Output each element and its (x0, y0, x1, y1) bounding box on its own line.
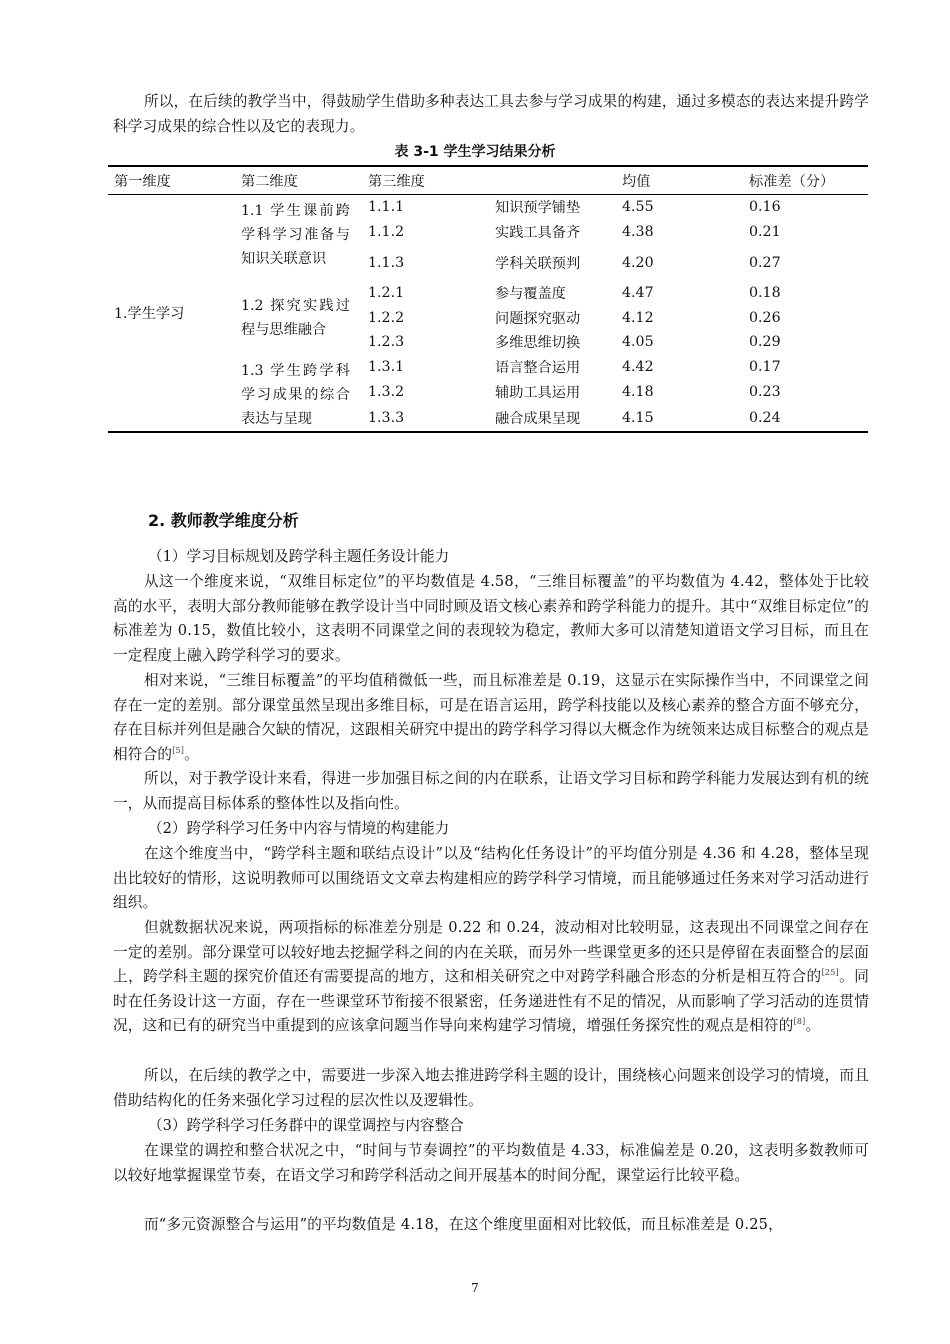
sd-cell: 0.23 (749, 384, 781, 401)
second-dimension-cell: 1.3 学生跨学科学习成果的综合表达与呈现 (241, 362, 350, 427)
sd-cell: 0.29 (749, 334, 781, 351)
subsection-heading-1: （1）学习目标规划及跨学科主题任务设计能力 (148, 548, 450, 565)
paragraph: 而“多元资源整合与运用”的平均数值是 4.18，在这个维度里面相对比较低，而且标准差是 0.25， (144, 1216, 783, 1233)
table-caption: 表 3-1 学生学习结果分析 (394, 144, 556, 160)
section-title: 2. 教师教学维度分析 (148, 511, 299, 530)
header-cell: 均值 (622, 173, 651, 190)
paragraph-text: 。 (805, 1017, 821, 1035)
sd-cell: 0.17 (749, 359, 781, 376)
mean-cell: 4.05 (622, 334, 654, 351)
indicator-cell: 语言整合运用 (495, 360, 581, 377)
mean-cell: 4.47 (622, 285, 654, 302)
code-cell: 1.3.2 (368, 384, 405, 401)
code-cell: 1.3.3 (368, 409, 405, 426)
paragraph (113, 916, 869, 1039)
code-cell: 1.1.2 (368, 223, 405, 240)
paragraph: 所以，对于教学设计来看，得进一步加强目标之间的内在联系，让语文学习目标和跨学科能力发展达到有机的统一，从而提高目标体系的整体性以及指向性。 (113, 770, 869, 812)
mean-cell: 4.12 (622, 309, 654, 326)
paragraph: 在课堂的调控和整合状况之中，“时间与节奏调控”的平均数值是 4.33，标准偏差是 0.20，这表明多数教师可以较好地掌握课堂节奏，在语文学习和跨学科活动之间开展基本的时间分配，课堂运行比较平稳。 (113, 1142, 869, 1184)
paragraph-text: 相对来说，“三维目标覆盖”的平均值稍微低一些，而且标准差是 0.19，这显示在实际操作当中，不同课堂之间存在一定的差别。部分课堂虽然呈现出多维目标，可是在语言运用，跨学科技能以及核心素养的整合方面不够充分，存在目标并列但是融合欠缺的情况，这跟相关研究中提出的跨学科学习得以大概念作为统领来达成目标整合的观点是相符合的 (113, 672, 869, 763)
paragraph-text: 。同时在任务设计这一方面，存在一些课堂环节衔接不很紧密，任务递进性有不足的情况，从而影响了学习活动的连贯情况，这和已有的研究当中重提到的应该拿问题当作导向来构建学习情境，增强任务探究性的观点是相符的 (113, 968, 869, 1035)
code-cell: 1.2.1 (368, 285, 405, 302)
paragraph-text: 。 (184, 745, 199, 763)
indicator-cell: 学科关联预判 (495, 255, 581, 272)
indicator-cell: 辅助工具运用 (495, 385, 581, 402)
subsection-heading-3: （3）跨学科学习任务群中的课堂调控与内容整合 (148, 1117, 464, 1134)
mean-cell: 4.42 (622, 359, 654, 376)
paragraph: 在这个维度当中，“跨学科主题和联结点设计”以及“结构化任务设计”的平均值分别是 4.36 和 4.28，整体呈现出比较好的情形，这说明教师可以围绕语文文章去构建相应的跨学科学习情境，而且能够通过任务来对学习活动进行组织。 (113, 845, 869, 912)
citation: [5] (172, 745, 185, 755)
header-cell (489, 166, 616, 195)
indicator-cell: 问题探究驱动 (495, 310, 581, 327)
sd-cell: 0.16 (749, 199, 781, 216)
mean-cell: 4.18 (622, 384, 654, 401)
paragraph-text: 但就数据状况来说，两项指标的标准差分别是 0.22 和 0.24，波动相对比较明显，这表现出不同课堂之间存在一定的差别。部分课堂可以较好地去挖掘学科之间的内在关联，而另外一些课堂更多的还只是停留在表面整合的层面上，跨学科主题的探究价值还有需要提高的地方，这和相关研究之中对跨学科融合形态的分析是相互符合的 (113, 919, 869, 986)
subsection-heading-2: （2）跨学科学习任务中内容与情境的构建能力 (148, 820, 450, 837)
mean-cell: 4.15 (622, 409, 654, 426)
header-cell: 第三维度 (368, 173, 425, 190)
code-cell: 1.1.3 (368, 254, 405, 271)
results-table (108, 165, 868, 433)
mean-cell: 4.20 (622, 254, 654, 271)
sd-cell: 0.27 (749, 254, 781, 271)
indicator-cell: 实践工具备齐 (495, 224, 581, 241)
code-cell: 1.1.1 (368, 199, 405, 216)
indicator-cell: 多维思维切换 (495, 335, 581, 352)
paragraph: 从这一个维度来说，“双维目标定位”的平均数值是 4.58，“三维目标覆盖”的平均数值为 4.42，整体处于比较高的水平，表明大部分教师能够在教学设计当中同时顾及语文核心素养和跨学科能力的提升。其中“双维目标定位”的标准差为 0.15，数值比较小，这表明不同课堂之间的表现较为稳定，教师大多可以清楚知道语文学习目标，而且在一定程度上融入跨学科学习的要求。 (113, 573, 869, 664)
header-cell: 第一维度 (114, 173, 171, 190)
header-cell: 第二维度 (241, 173, 298, 190)
indicator-cell: 参与覆盖度 (495, 286, 566, 303)
code-cell: 1.2.2 (368, 309, 405, 326)
paragraph (113, 669, 869, 767)
sd-cell: 0.18 (749, 285, 781, 302)
sd-cell: 0.26 (749, 309, 781, 326)
sd-cell: 0.21 (749, 223, 781, 240)
table-row (108, 195, 868, 220)
second-dimension-cell: 1.2 探究实践过程与思维融合 (241, 297, 350, 338)
indicator-cell: 知识预学铺垫 (495, 200, 581, 217)
code-cell: 1.2.3 (368, 334, 405, 351)
page-number: 7 (471, 1281, 479, 1295)
citation: [8] (793, 1017, 806, 1027)
citation: [25] (821, 968, 839, 978)
paragraph: 所以，在后续的教学之中，需要进一步深入地去推进跨学科主题的设计，围绕核心问题来创设学习的情境，而且借助结构化的任务来强化学习过程的层次性以及逻辑性。 (113, 1067, 869, 1109)
mean-cell: 4.38 (622, 223, 654, 240)
intro-paragraph: 所以，在后续的教学当中，得鼓励学生借助多种表达工具去参与学习成果的构建，通过多模态的表达来提升跨学科学习成果的综合性以及它的表现力。 (113, 93, 869, 135)
table-header-row (108, 166, 868, 195)
mean-cell: 4.55 (622, 199, 654, 216)
code-cell: 1.3.1 (368, 359, 405, 376)
second-dimension-cell: 1.1 学生课前跨学科学习准备与知识关联意识 (241, 203, 350, 267)
header-cell: 标准差（分） (749, 173, 835, 190)
indicator-cell: 融合成果呈现 (495, 410, 581, 427)
first-dimension-cell: 1.学生学习 (114, 305, 185, 322)
sd-cell: 0.24 (749, 409, 781, 426)
